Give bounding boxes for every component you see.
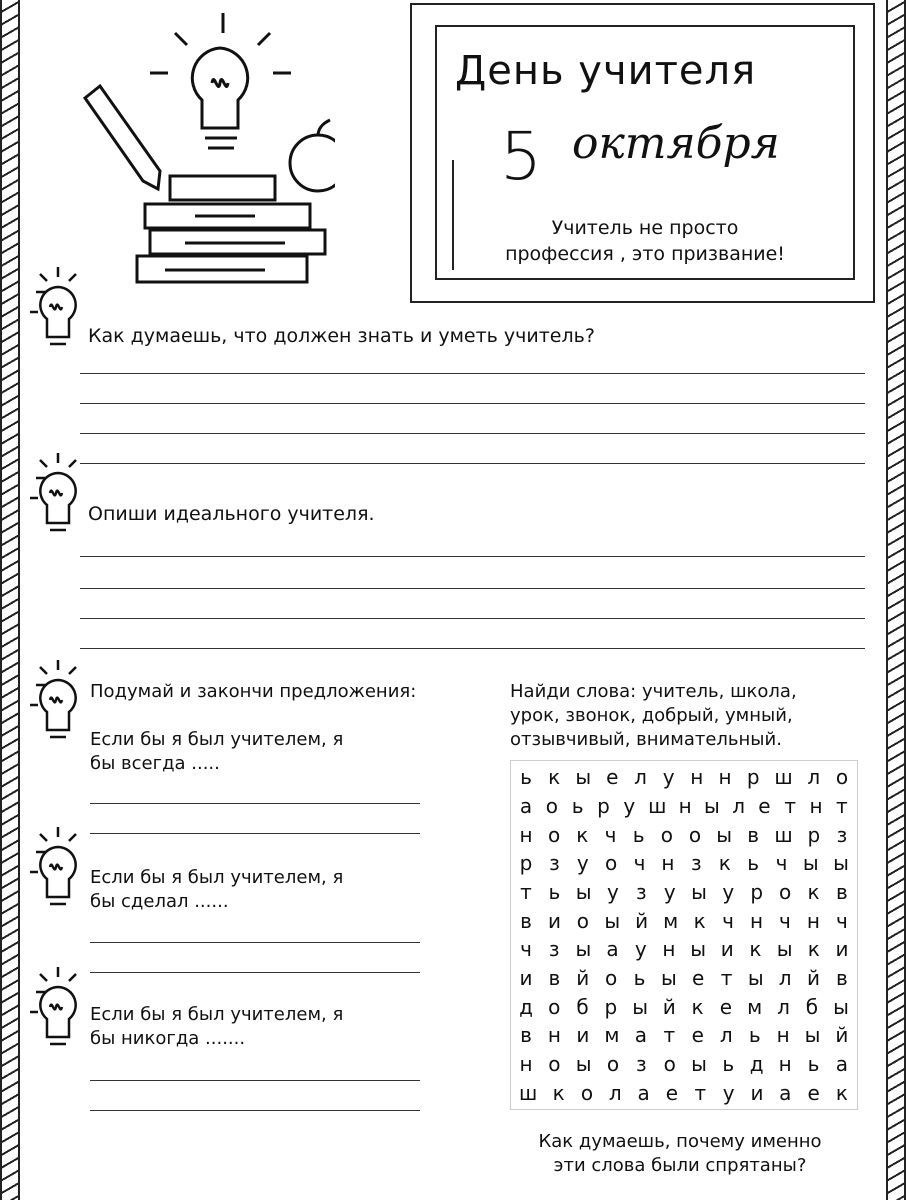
grid-row [519, 965, 849, 991]
grid-letter[interactable]: а [779, 1080, 792, 1105]
grid-letter[interactable]: к [576, 822, 589, 847]
grid-letter[interactable]: н [519, 1051, 533, 1076]
grid-letter[interactable]: т [784, 793, 797, 818]
wordsearch-instructions [510, 680, 797, 752]
footer-line: Как думаешь, почему именно [538, 1131, 822, 1152]
sentence-1 [90, 728, 343, 776]
grid-letter[interactable]: у [607, 879, 619, 904]
grid-letter[interactable]: т [720, 965, 733, 990]
grid-letter[interactable]: з [549, 851, 560, 876]
grid-letter[interactable]: ч [779, 908, 791, 933]
grid-letter[interactable]: ч [775, 851, 788, 876]
grid-letter[interactable]: о [778, 879, 792, 904]
wordsearch-grid [510, 760, 858, 1110]
tagline-line-1: Учитель не просто [551, 217, 739, 239]
grid-letter[interactable]: ы [575, 1051, 592, 1076]
grid-letter[interactable]: ь [747, 851, 760, 876]
grid-letter[interactable]: ч [604, 822, 617, 847]
grid-letter[interactable]: а [637, 1080, 650, 1105]
grid-letter[interactable]: к [548, 765, 561, 790]
grid-row [519, 1080, 849, 1106]
grid-letter[interactable]: ь [632, 822, 645, 847]
grid-letter[interactable]: л [732, 793, 745, 818]
grid-letter[interactable]: ь [571, 793, 584, 818]
grid-letter[interactable]: ы [704, 793, 720, 818]
grid-row [519, 822, 849, 848]
grid-letter[interactable]: т [836, 793, 848, 818]
grid-letter[interactable]: з [636, 879, 647, 904]
grid-letter[interactable]: о [605, 965, 618, 990]
grid-letter[interactable]: р [746, 765, 760, 790]
grid-letter[interactable]: у [576, 851, 589, 876]
date-month: октября [572, 118, 780, 169]
grid-letter[interactable]: у [722, 1080, 735, 1105]
grid-letter[interactable]: т [663, 1023, 676, 1048]
grid-letter[interactable]: м [663, 908, 679, 933]
grid-letter[interactable]: б [576, 994, 589, 1019]
sentence-line: бы никогда ....... [90, 1028, 246, 1049]
grid-letter[interactable]: е [758, 793, 771, 818]
grid-letter[interactable]: й [807, 965, 820, 990]
grid-letter[interactable]: в [520, 908, 532, 933]
grid-letter[interactable]: о [548, 822, 561, 847]
grid-letter[interactable]: з [691, 851, 702, 876]
answer-line[interactable] [90, 972, 420, 973]
lightbulb-icon [28, 822, 88, 917]
grid-letter[interactable]: ч [722, 908, 734, 933]
grid-letter[interactable]: н [519, 822, 533, 847]
grid-letter[interactable]: н [776, 1023, 790, 1048]
grid-letter[interactable]: ь [807, 1051, 820, 1076]
grid-letter[interactable]: л [778, 965, 792, 990]
grid-letter[interactable]: н [661, 851, 675, 876]
grid-letter[interactable]: о [548, 994, 561, 1019]
page-title: День учителя [455, 48, 757, 94]
grid-letter[interactable]: к [693, 908, 706, 933]
grid-letter[interactable]: н [806, 908, 820, 933]
grid-letter[interactable]: ь [722, 1051, 735, 1076]
grid-letter[interactable]: м [604, 1023, 620, 1048]
grid-letter[interactable]: т [520, 879, 532, 904]
grid-letter[interactable]: и [576, 1023, 590, 1048]
grid-letter[interactable]: и [750, 1080, 764, 1105]
grid-letter[interactable]: в [835, 965, 848, 990]
grid-row [519, 936, 849, 962]
grid-row [519, 793, 849, 819]
grid-letter[interactable]: ч [633, 851, 646, 876]
grid-letter[interactable]: р [604, 994, 618, 1019]
sentence-line: бы всегда ..... [90, 753, 220, 774]
instruction-line: урок, звонок, добрый, умный, [510, 705, 793, 726]
grid-letter[interactable]: о [605, 851, 618, 876]
grid-letter[interactable]: в [520, 1023, 532, 1048]
answer-line[interactable] [80, 588, 865, 589]
grid-letter[interactable]: ш [774, 822, 793, 847]
grid-letter[interactable]: и [547, 908, 561, 933]
grid-letter[interactable]: д [749, 1051, 764, 1076]
grid-letter[interactable]: о [580, 1080, 594, 1105]
grid-letter[interactable]: ы [833, 851, 849, 876]
grid-letter[interactable]: о [606, 1051, 620, 1076]
answer-line[interactable] [80, 648, 865, 649]
grid-letter[interactable]: ь [633, 965, 646, 990]
grid-letter[interactable]: н [778, 1051, 792, 1076]
grid-row [519, 908, 849, 934]
grid-letter[interactable]: з [548, 937, 560, 962]
grid-letter[interactable]: о [545, 793, 558, 818]
answer-line[interactable] [90, 1110, 420, 1111]
lightbulb-icon [28, 655, 88, 750]
sentence-3 [90, 1003, 343, 1051]
wordsearch-footer [480, 1130, 880, 1178]
grid-letter[interactable]: ы [833, 994, 849, 1019]
sentence-2 [90, 866, 343, 914]
grid-letter[interactable]: н [547, 1023, 561, 1048]
answer-line[interactable] [80, 433, 865, 434]
grid-letter[interactable]: о [548, 1051, 561, 1076]
grid-row [519, 850, 849, 876]
grid-letter[interactable]: ы [747, 965, 764, 990]
grid-letter[interactable]: к [552, 1080, 565, 1105]
grid-letter[interactable]: л [719, 1023, 733, 1048]
grid-letter[interactable]: е [807, 1080, 820, 1105]
grid-letter[interactable]: а [835, 1051, 849, 1076]
grid-letter[interactable]: з [636, 1051, 647, 1076]
grid-letter[interactable]: к [691, 994, 704, 1019]
footer-line: эти слова были спрятаны? [553, 1155, 807, 1176]
grid-letter[interactable]: и [519, 965, 533, 990]
right-decorative-border [886, 0, 906, 1200]
instruction-line: Найди слова: учитель, школа, [510, 681, 797, 702]
grid-letter[interactable]: о [663, 1051, 676, 1076]
grid-letter[interactable]: й [576, 965, 590, 990]
sentence-line: бы сделал ...... [90, 891, 229, 912]
grid-letter[interactable]: а [606, 937, 619, 962]
grid-letter[interactable]: д [519, 994, 533, 1019]
grid-letter[interactable]: ы [575, 879, 592, 904]
answer-line[interactable] [90, 833, 420, 834]
grid-letter[interactable]: в [747, 822, 760, 847]
grid-letter[interactable]: л [608, 1080, 622, 1105]
grid-letter[interactable]: ы [660, 965, 677, 990]
grid-letter[interactable]: е [691, 965, 705, 990]
grid-letter[interactable]: ы [575, 937, 592, 962]
grid-letter[interactable]: ч [835, 908, 848, 933]
grid-letter[interactable]: ы [690, 937, 706, 962]
grid-letter[interactable]: р [807, 822, 821, 847]
grid-letter[interactable]: ы [716, 822, 732, 847]
grid-letter[interactable]: ы [691, 879, 707, 904]
grid-letter[interactable]: о [835, 765, 849, 790]
grid-letter[interactable]: к [718, 851, 731, 876]
grid-letter[interactable]: ы [632, 994, 648, 1019]
grid-letter[interactable]: б [805, 994, 819, 1019]
answer-line[interactable] [90, 942, 420, 943]
grid-letter[interactable]: й [662, 994, 676, 1019]
answer-line[interactable] [80, 403, 865, 404]
grid-letter[interactable]: к [807, 879, 820, 904]
grid-letter[interactable]: н [749, 908, 764, 933]
grid-letter[interactable]: ы [776, 937, 793, 962]
grid-letter[interactable]: а [519, 793, 533, 818]
grid-letter[interactable]: н [678, 793, 692, 818]
grid-row [519, 1022, 849, 1048]
grid-letter[interactable]: л [777, 994, 790, 1019]
grid-letter[interactable]: к [835, 1080, 848, 1105]
grid-letter[interactable]: ш [519, 1080, 538, 1105]
grid-letter[interactable]: з [836, 822, 848, 847]
grid-letter[interactable]: в [548, 965, 561, 990]
grid-letter[interactable]: ь [748, 1023, 761, 1048]
grid-letter[interactable]: в [835, 879, 848, 904]
sentence-line: Если бы я был учителем, я [90, 729, 344, 750]
tagline-line-2: профессия , это призвание! [505, 243, 785, 265]
answer-line[interactable] [90, 1080, 420, 1081]
grid-letter[interactable]: у [634, 937, 647, 962]
grid-letter[interactable]: и [835, 937, 849, 962]
grid-letter[interactable]: н [662, 937, 676, 962]
grid-letter[interactable]: о [660, 822, 673, 847]
sentence-line: Если бы я был учителем, я [90, 1004, 344, 1025]
left-decorative-border [0, 0, 20, 1200]
grid-letter[interactable]: ы [802, 851, 819, 876]
illustration-books-bulb-pencil-apple-icon [75, 8, 335, 293]
grid-letter[interactable]: ы [575, 765, 592, 790]
grid-letter[interactable]: н [690, 765, 704, 790]
answer-line[interactable] [80, 463, 865, 464]
grid-letter[interactable]: е [665, 1080, 679, 1105]
grid-letter[interactable]: ч [520, 937, 532, 962]
tagline [455, 215, 835, 267]
grid-letter[interactable]: ь [548, 879, 561, 904]
grid-row [519, 764, 849, 790]
answer-line[interactable] [80, 556, 865, 557]
grid-letter[interactable]: у [722, 879, 735, 904]
sentence-line: Если бы я был учителем, я [90, 867, 344, 888]
grid-letter[interactable]: к [807, 937, 820, 962]
grid-letter[interactable]: й [635, 908, 649, 933]
grid-letter[interactable]: е [691, 1023, 704, 1048]
grid-letter[interactable]: н [718, 765, 732, 790]
grid-letter[interactable]: ь [520, 765, 532, 790]
lightbulb-icon [28, 962, 88, 1057]
grid-letter[interactable]: т [694, 1080, 707, 1105]
question-2: Опиши идеального учителя. [88, 503, 375, 525]
divider [452, 160, 454, 270]
grid-letter[interactable]: о [576, 908, 590, 933]
lightbulb-icon [28, 448, 88, 543]
grid-letter[interactable]: е [606, 765, 619, 790]
grid-letter[interactable]: м [747, 994, 763, 1019]
grid-row [519, 994, 849, 1020]
grid-letter[interactable]: o [688, 822, 702, 847]
grid-letter[interactable]: й [835, 1023, 849, 1048]
lightbulb-icon [28, 262, 88, 357]
grid-letter[interactable]: у [623, 793, 636, 818]
grid-letter[interactable]: к [749, 937, 762, 962]
date-day: 5 [500, 118, 542, 195]
grid-row [519, 1051, 849, 1077]
grid-letter[interactable]: н [809, 793, 823, 818]
grid-letter[interactable]: у [662, 765, 675, 790]
grid-letter[interactable]: и [720, 937, 734, 962]
grid-letter[interactable]: л [634, 765, 647, 790]
grid-letter[interactable]: ш [648, 793, 667, 818]
grid-letter[interactable]: ы [604, 908, 621, 933]
answer-line[interactable] [80, 373, 865, 374]
answer-line[interactable] [90, 803, 420, 804]
answer-line[interactable] [80, 618, 865, 619]
grid-row [519, 879, 849, 905]
grid-letter[interactable]: у [663, 879, 676, 904]
question-1: Как думаешь, что должен знать и уметь учитель? [88, 325, 595, 347]
grid-letter[interactable]: а [634, 1023, 648, 1048]
grid-letter[interactable]: ы [691, 1051, 707, 1076]
grid-letter[interactable]: ш [774, 765, 793, 790]
grid-letter[interactable]: ы [804, 1023, 821, 1048]
grid-letter[interactable]: л [807, 765, 821, 790]
grid-letter[interactable]: р [519, 851, 533, 876]
grid-letter[interactable]: е [719, 994, 733, 1019]
instruction-line: отзывчивый, внимательный. [510, 729, 782, 750]
question-3: Подумай и закончи предложения: [90, 681, 417, 702]
grid-letter[interactable]: р [597, 793, 610, 818]
grid-letter[interactable]: р [750, 879, 764, 904]
